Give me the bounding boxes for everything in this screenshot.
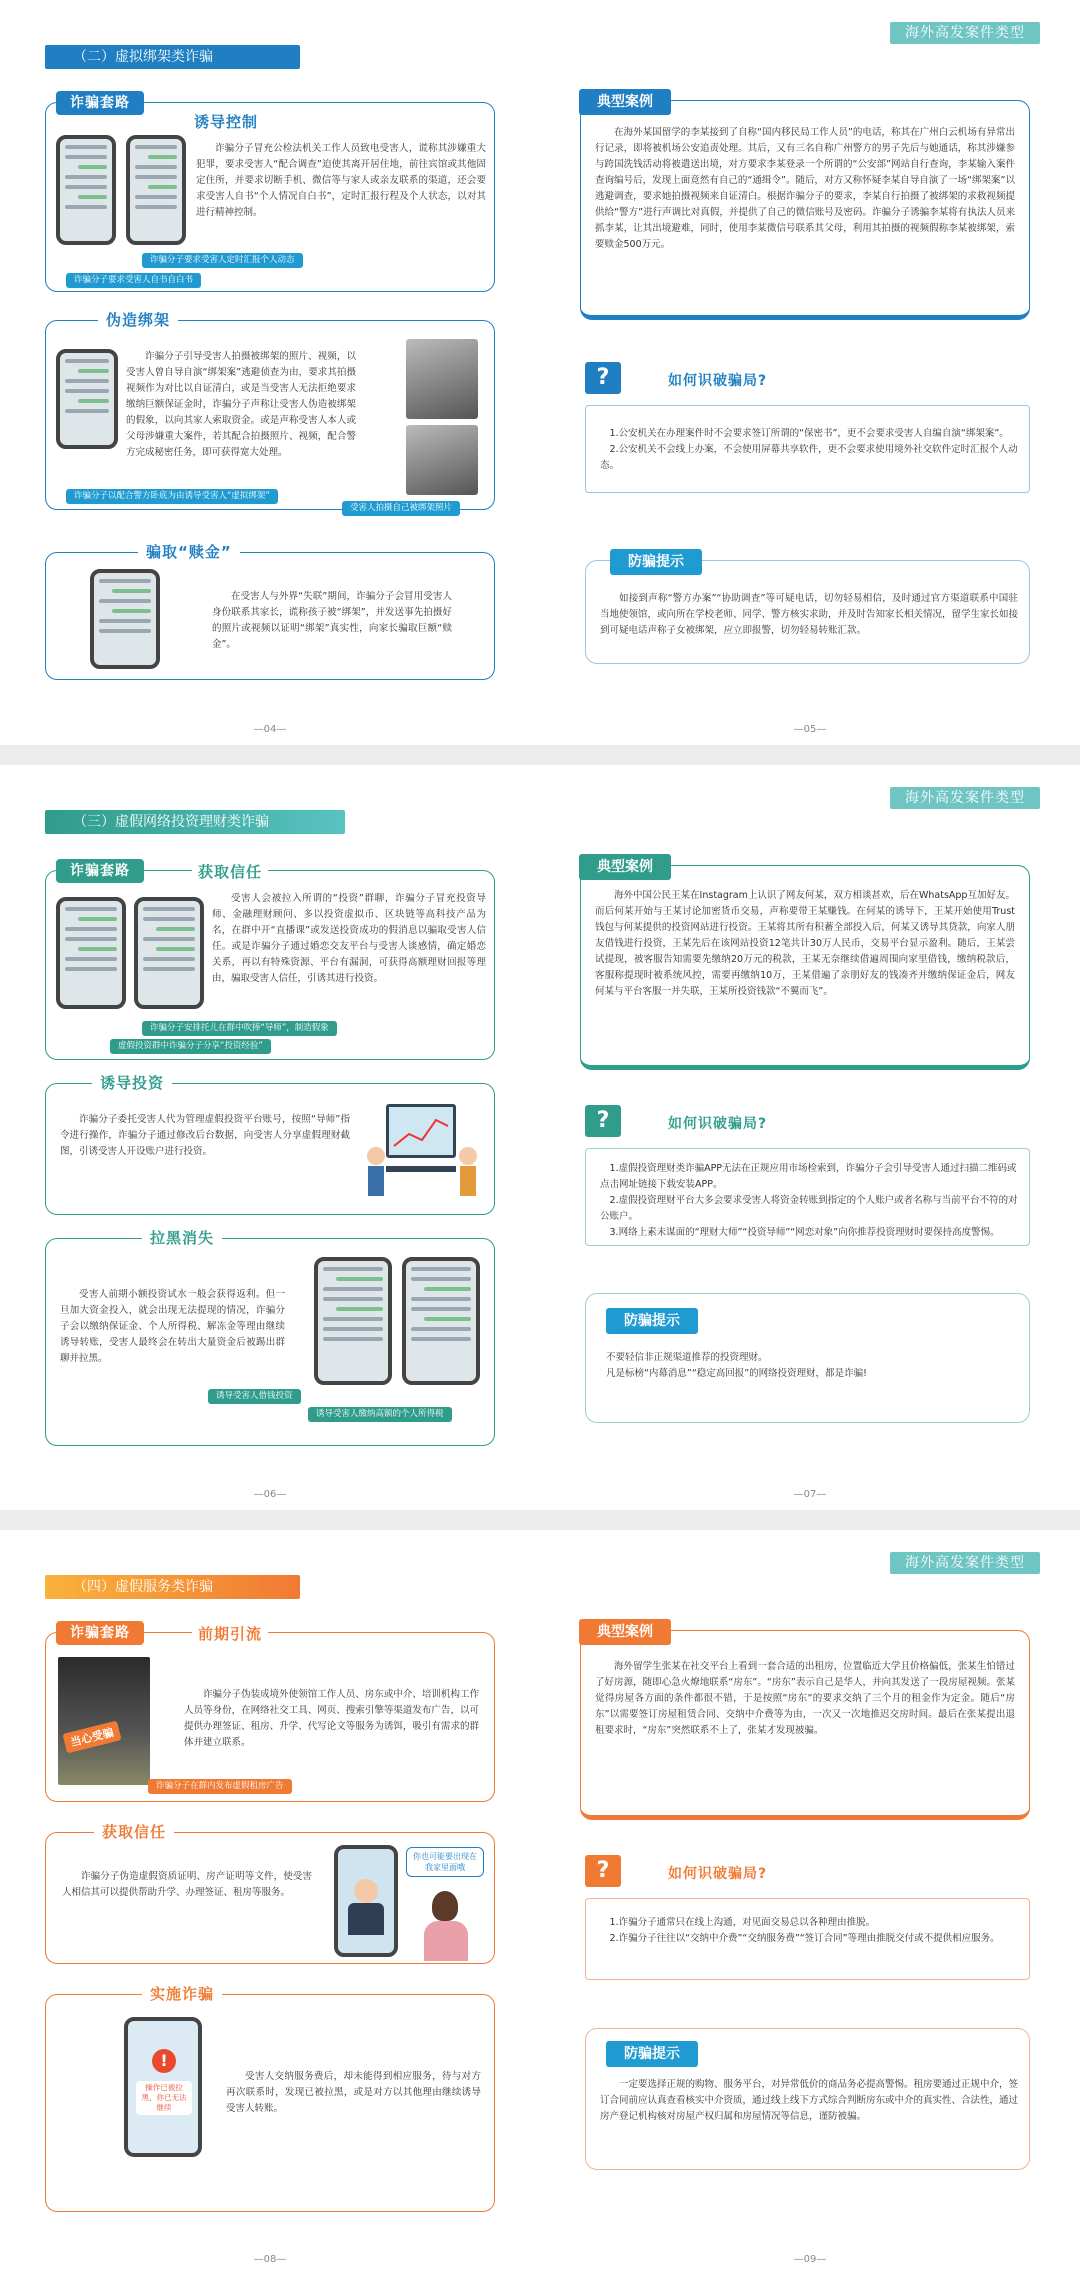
- case-text: 海外中国公民王某在Instagram上认识了网友何某，双方相谈甚欢，后在WhatsApp互加好友。而后何某开始与王某讨论加密货币交易，声称要带王某赚钱。在何某的诱导下，王某开始使用Trust钱包与何某提供的投资网站进行投资。王某将其所有积蓄全部投入后，何某又诱导其贷款，向家人朋友借钱进行投资，王某先后在该网站投资12笔共计30万人民币，交易平台显示盈利。随后，王某尝试提现，被客服告知需要先缴纳20万元的税款，王某无奈继续借遍周围向家里借钱，缴纳税款后，客服称提现时被系统风控，需要再缴纳10万，王某借遍了亲朋好友的钱凑齐并缴纳保证金后，网友何某与平台客服一并失联，王某所投资钱款“不翼而飞”。: [595, 890, 1015, 997]
- routine-box: [45, 863, 495, 1060]
- forge-box: [45, 311, 495, 513]
- tip-box: [585, 2028, 1030, 2170]
- caption: 受害人拍摄自己被绑架照片: [342, 501, 460, 516]
- tip-item: 不要轻信非正规渠道推荐的投资理财。: [606, 1352, 768, 1363]
- subheading-traffic: 前期引流: [192, 1623, 268, 1644]
- subheading-trust: 获取信任: [192, 861, 268, 882]
- tip-heading: 防骗提示: [606, 2041, 698, 2067]
- paragraph: 在受害人与外界“失联”期间，诈骗分子会冒用受害人身份联系其家长，谎称孩子被“绑架”，并发送事先拍摄好的照片或视频以证明“绑架”真实性，向家长骗取巨额“赎金”。: [212, 591, 452, 650]
- tip-box: [585, 554, 1030, 664]
- list-item: 1.诈骗分子通常只在线上沟通，对见面交易总以各种理由推脱。: [609, 1917, 876, 1928]
- section-title: （三）虚假网络投资理财类诈骗: [45, 810, 345, 834]
- phone-screenshot: [56, 349, 118, 449]
- list-item: 2.诈骗分子往往以“交纳中介费”“交纳服务费”“签订合同”等理由推脱交付或不提供相应服务。: [609, 1933, 1000, 1944]
- paragraph: 受害人前期小额投资试水一般会获得返利。但一旦加大资金投入，就会出现无法提现的情况，诈骗分子会以缴纳保证金、个人所得税、解冻金等理由继续诱导转账，受害人最终会在转出大量资金后被踢出群聊并拉黑。: [60, 1289, 285, 1364]
- question-icon: ?: [585, 1105, 621, 1137]
- list-item: 3.网络上素未谋面的“理财大师”“投资导师”“网恋对象”向你推荐投资理财时要保持高度警惕。: [609, 1227, 1000, 1238]
- routine-label: 诈骗套路: [56, 859, 144, 883]
- caption: 诈骗分子安排托儿在群中吹捧“导师”，制造假象: [142, 1021, 337, 1036]
- tip-box: [585, 1293, 1030, 1423]
- stamp: 当心受骗: [62, 1721, 121, 1754]
- phone-screenshot: [126, 135, 186, 245]
- subheading-forge: 伪造绑架: [98, 309, 178, 330]
- list-item: 2.虚假投资理财平台大多会要求受害人将资金转账到指定的个人账户或者名称与当前平台不符的对公账户。: [600, 1195, 1018, 1222]
- list-item: 2.公安机关不会线上办案，不会使用屏幕共享软件，更不会要求使用境外社交软件定时汇报个人动态。: [600, 444, 1018, 471]
- page-06: [0, 765, 540, 1510]
- page-05: [540, 0, 1080, 745]
- paragraph: 诈骗分子伪装成境外使领馆工作人员、房东或中介、培训机构工作人员等身份，在网络社交工具、网页、搜索引擎等渠道发布广告，以可提供办理签证、租房、升学、代写论文等服务为诱饵，吸引有需求的群体并建立联系。: [184, 1689, 479, 1748]
- category-tag: 海外高发案件类型: [890, 1552, 1040, 1574]
- photo-victim: [406, 339, 478, 419]
- page-number: —08—: [253, 2254, 287, 2265]
- tip-list: [606, 1350, 1016, 1382]
- case-text: 海外留学生张某在社交平台上看到一套合适的出租房，位置临近大学且价格偏低，张某生怕错过了好房源，随即心急火燎地联系“房东”。“房东”表示自己是华人，并向其发送了一段房屋视频。张某觉得房屋各方面的条件都很不错，于是按照“房东”的要求交纳了三个月的租金作为定金。随后“房东”以需要签订房屋租赁合同、交纳中介费等为由，一次又一次地推迟交房时间。最后在张某提出退租要求时，“房东”突然联系不上了，张某才发现被骗。: [595, 1661, 1015, 1736]
- spread-3: [0, 1530, 1080, 2275]
- spread-1: [0, 0, 1080, 745]
- case-text: 在海外某国留学的李某接到了自称“国内移民局工作人员”的电话，称其在广州白云机场有异常出行记录，即将被机场公安追责处理。其后，又有三名自称广州警方的男子先后与她通话，称其涉嫌参与跨国洗钱活动将被遣送出境，对方要求李某登录一个所谓的“公安部”网站自行查询，李某输入案件查询编号后，发现上面竟然有自己的“通缉令”。随后，对方又称怀疑李某自导自演了一场“绑架案”以逃避调查，要求她拍摄视频来自证清白。根据诈骗分子的要求，李某自行拍摄了被绑架的求救视频提供给“警方”进行声调比对真假，并提供了自己的微信账号及密码。诈骗分子诱骗李某将有执法人员来抓李某，让其出境避难，同时，使用李某微信号联系其父母，利用其拍摄的视频假称李某被绑架，索要赎金500万元。: [595, 127, 1015, 250]
- trust-box: [45, 1823, 495, 1964]
- category-tag: 海外高发案件类型: [890, 22, 1040, 44]
- page-number: —04—: [253, 724, 287, 735]
- tip-heading: 防骗提示: [606, 1308, 698, 1334]
- page-04: [0, 0, 540, 745]
- case-heading: 典型案例: [579, 89, 671, 115]
- subheading-ransom: 骗取“赎金”: [138, 541, 240, 562]
- caption: 诱导受害人借钱投资: [208, 1389, 301, 1404]
- spread-2: [0, 765, 1080, 1510]
- phone-screenshot: [314, 1257, 392, 1385]
- list-item: 1.虚假投资理财类诈骗APP无法在正规应用市场检索到，诈骗分子会引导受害人通过扫描二维码或点击网址链接下载安装APP。: [600, 1163, 1017, 1190]
- page-number: —07—: [793, 1489, 827, 1500]
- paragraph: 诈骗分子委托受害人代为管理虚假投资平台账号，按照“导师”指令进行操作，诈骗分子通过修改后台数据，向受害人分享虚假理财截图，引诱受害人开设账户进行投资。: [60, 1114, 350, 1157]
- caption: 诈骗分子要求受害人自书自白书: [66, 273, 201, 288]
- phone-screenshot: [90, 569, 160, 669]
- section-title: （四）虚假服务类诈骗: [45, 1575, 300, 1599]
- caption: 诈骗分子要求受害人定时汇报个人动态: [142, 253, 303, 268]
- how-to-spot-box: [585, 405, 1030, 493]
- case-heading: 典型案例: [579, 1619, 671, 1645]
- category-tag: 海外高发案件类型: [890, 787, 1040, 809]
- phone-blocked: ! 操作已被拉黑，你已无法继续: [124, 2017, 202, 2157]
- phone-screenshot: [402, 1257, 480, 1385]
- subheading-induce: 诱导控制: [194, 113, 259, 131]
- subheading-induce-invest: 诱导投资: [92, 1072, 172, 1093]
- caption: 诈骗分子在群内发布虚假租房广告: [148, 1779, 292, 1794]
- tip-item: 凡是标榜“内幕消息”“稳定高回报”的网络投资理财，都是诈骗!: [606, 1368, 867, 1379]
- how-to-spot-heading: 如何识破骗局?: [668, 373, 768, 389]
- induce-box: [45, 1074, 495, 1215]
- page-number: —09—: [793, 2254, 827, 2265]
- how-to-spot-heading: 如何识破骗局?: [668, 1116, 768, 1132]
- routine-box: [45, 1625, 495, 1802]
- caption: 虚假投资群中诈骗分子分享“投资经验”: [110, 1039, 271, 1054]
- illustration-computer: [364, 1096, 482, 1202]
- photo-victim: [406, 425, 478, 495]
- case-heading: 典型案例: [579, 854, 671, 880]
- paragraph: 诈骗分子冒充公检法机关工作人员致电受害人，谎称其涉嫌重大犯罪，要求受害人“配合调查”迫使其离开居住地，前往宾馆或其他固定住所，并要求切断手机、微信等与家人或亲友联系的渠道，还会要求受害人自书“个人情况自白书”，定时汇报行程及个人状态，以对其进行精神控制。: [196, 143, 486, 218]
- how-to-spot-heading: 如何识破骗局?: [668, 1866, 768, 1882]
- blocked-message: 操作已被拉黑，你已无法继续: [136, 2081, 192, 2115]
- case-box: [580, 94, 1030, 320]
- paragraph: 受害人交纳服务费后，却未能得到相应服务，待与对方再次联系时，发现已被拉黑，或是对方以其他理由继续诱导受害人转账。: [226, 2071, 481, 2114]
- question-icon: ?: [585, 1855, 621, 1887]
- question-icon: ?: [585, 362, 621, 394]
- routine-label: 诈骗套路: [56, 91, 144, 115]
- list-item: 1.公安机关在办理案件时不会要求签订所谓的“保密书”，更不会要求受害人自编自演“绑架案”。: [609, 428, 1009, 439]
- subheading-fraud: 实施诈骗: [142, 1983, 222, 2004]
- illustration-woman: [418, 1891, 474, 1961]
- ransom-box: [45, 543, 495, 680]
- caption: 诱导受害人缴纳高额的个人所得税: [308, 1407, 452, 1422]
- tip-text: 如接到声称“警方办案”“协助调查”等可疑电话，切勿轻易相信，及时通过官方渠道联系中国驻当地使领馆，或向所在学校老师、同学、警方核实求助，并及时告知家长相关情况，留学生家长如接到可疑电话声称子女被绑架，应立即报警，切勿轻易转账汇款。: [600, 593, 1019, 636]
- paragraph: 诈骗分子引导受害人拍摄被绑架的照片、视频，以受害人曾自导自演“绑架案”逃避侦查为由，要求其拍摄视频作为对比以自证清白，或是当受害人无法拒绝要求缴纳巨额保证金时，诈骗分子声称让受害人伪造被绑架的假象，以向其家人索取资金。或是声称受害人本人或父母涉嫌重大案件，若其配合拍摄照片、视频，配合警方完成秘密任务，即可获得宽大处理。: [126, 351, 356, 458]
- how-to-spot-box: [585, 1898, 1030, 1980]
- section-title: （二）虚拟绑架类诈骗: [45, 45, 300, 69]
- phone-video-call: [334, 1845, 398, 1957]
- page-number: —06—: [253, 1489, 287, 1500]
- fraud-box: [45, 1985, 495, 2212]
- how-to-spot-list: [600, 1915, 1018, 1947]
- subheading-trust: 获取信任: [94, 1821, 174, 1842]
- phone-screenshot: [56, 135, 116, 245]
- page-08: [0, 1530, 540, 2275]
- routine-label: 诈骗套路: [56, 1621, 144, 1645]
- caption: 诈骗分子以配合警方卧底为由诱导受害人“虚拟绑架”: [66, 489, 278, 504]
- tip-text: 一定要选择正规的购物、服务平台，对异常低价的商品务必提高警惕。租房要通过正规中介，签订合同前应认真查看核实中介资质，通过线上线下方式综合判断房东或中介的真实性、合法性，通过房产登记机构核对房屋产权归属和房屋情况等信息，谨防被骗。: [600, 2079, 1019, 2122]
- page-09: [540, 1530, 1080, 2275]
- page-07: [540, 765, 1080, 1510]
- paragraph: 受害人会被拉入所谓的“投资”群聊，诈骗分子冒充投资导师、金融理财顾问、多以投资虚拟币、区块链等高科技产品为名，在群中开“直播课”或发送投资成功的假消息以骗取受害人信任。或是诈骗分子通过婚恋交友平台与受害人谈感情，确定婚恋关系，再以有特殊资源、平台有漏洞，可获得高额理财回报等理由，骗取受害人信任，引诱其进行投资。: [212, 893, 486, 984]
- speech-bubble: 你也可能要出现在我家里面哦: [406, 1847, 484, 1877]
- subheading-vanish: 拉黑消失: [142, 1227, 222, 1248]
- page-number: —05—: [793, 724, 827, 735]
- case-box: [580, 1624, 1030, 1820]
- how-to-spot-list: [600, 426, 1018, 474]
- how-to-spot-list: [600, 1161, 1018, 1241]
- phone-screenshot: [134, 897, 204, 1009]
- tip-heading: 防骗提示: [610, 549, 702, 575]
- how-to-spot-box: [585, 1148, 1030, 1246]
- vanish-box: [45, 1229, 495, 1446]
- paragraph: 诈骗分子伪造虚假资质证明、房产证明等文件，使受害人相信其可以提供帮助升学、办理签证、租房等服务。: [62, 1871, 312, 1898]
- routine-box: [45, 95, 495, 292]
- case-box: [580, 859, 1030, 1070]
- rental-image: [58, 1657, 150, 1785]
- phone-screenshot: [56, 897, 126, 1009]
